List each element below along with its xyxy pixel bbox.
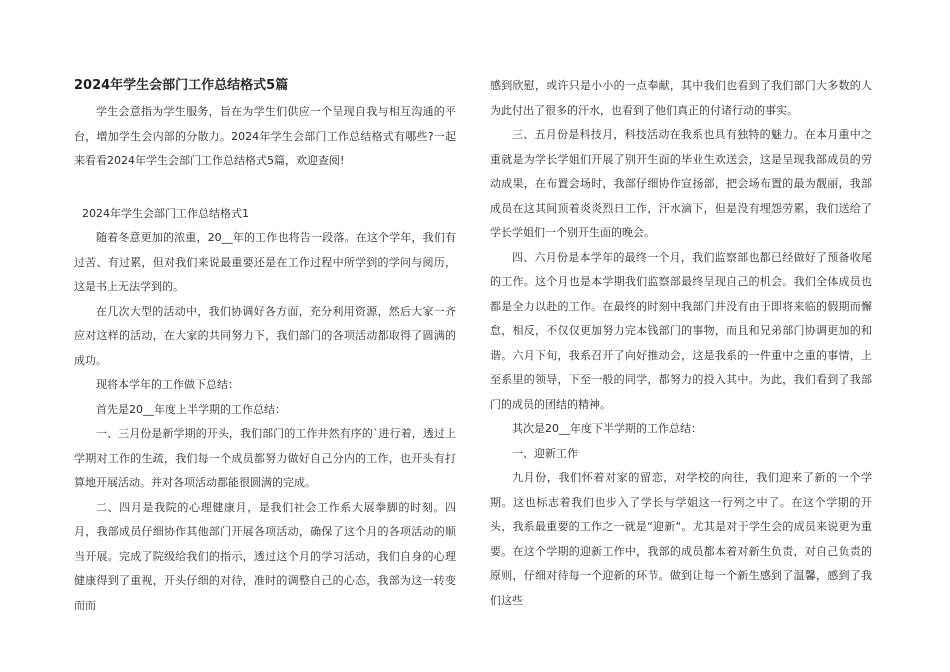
body-paragraph: 一、三月份是新学期的开头，我们部门的工作井然有序的`进行着，透过上学期对工作的生疏，我们每一个成员都努力做好自己分内的工作，也开头有打算地开展活动。并对各项活动都能很圆满的完成。 [74, 427, 456, 489]
body-paragraph: 首先是20__年度上半学期的工作总结： [96, 402, 286, 416]
body-paragraph: 一、迎新工作 [512, 446, 578, 460]
body-paragraph-continued: 感到欣慰，或许只是小小的一点奉献，其中我们也看到了我们部门大多数的人为此付出了很多的汗水，也看到了他们真正的付诸行动的事实。 [490, 79, 872, 117]
body-paragraph: 随着冬意更加的浓重，20__年的工作也将告一段落。在这个学年，我们有过苦、有过累，但对我们来说最重要还是在工作过程中所学到的学问与阅历，这是书上无法学到的。 [74, 231, 456, 293]
left-column [74, 74, 456, 618]
intro-paragraph: 学生会意指为学生服务，旨在为学生们供应一个呈现自我与相互沟通的平台，增加学生会内部的分散力。2024年学生会部门工作总结格式有哪些?一起来看看2024年学生会部门工作总结格式5篇，欢迎查阅! [74, 105, 456, 167]
document-title: 2024年学生会部门工作总结格式5篇 [74, 78, 289, 93]
right-column [490, 74, 872, 613]
section-heading: 2024年学生会部门工作总结格式1 [82, 206, 249, 220]
body-paragraph: 现将本学年的工作做下总结： [96, 378, 239, 391]
section-gap [74, 174, 456, 202]
body-paragraph: 二、四月是我院的心理健康月，是我们社会工作系大展拳脚的时刻。四月，我部成员仔细协作其他部门开展各项活动，确保了这个月的各项活动的顺当开展。完成了院级给我们的指示，透过这个月的学习活动，我们自身的心理健康得到了重视，开头仔细的对待，准时的调整自己的心态，我部为这一转变而而 [74, 500, 456, 612]
body-paragraph: 三、五月份是科技月，科技活动在我系也具有独特的魅力。在本月重中之重就是为学长学姐们开展了别开生面的毕业生欢送会，这是呈现我部成员的劳动成果，在布置会场时，我部仔细协作宣扬部，把会场布置的最为靓丽，我部成员在这其间顶着炎炎烈日工作，汗水滴下，但是没有埋怨劳累，我们送给了学长学姐们一个别开生面的晚会。 [490, 128, 872, 239]
body-paragraph: 九月份，我们怀着对家的留恋，对学校的向往，我们迎来了新的一个学期。这也标志着我们也步入了学长与学姐这一行列之中了。在这个学期的开头，我系最重要的工作之一就是“迎新“。尤其是对于学生会的成员来说更为重要。在这个学期的迎新工作中，我部的成员都本着对新生负责，对自己负责的原则，仔细对待每一个迎新的环节。做到让每一个新生感到了温馨，感到了我们这些 [490, 471, 872, 607]
body-paragraph: 在几次大型的活动中，我们协调好各方面，充分利用资源，然后大家一齐应对这样的活动，在大家的共同努力下，我们部门的各项活动都取得了圆满的成功。 [74, 304, 456, 367]
body-paragraph: 其次是20__年度下半学期的工作总结： [512, 422, 702, 435]
body-paragraph: 四、六月份是本学年的最终一个月，我们监察部也都已经做好了预备收尾的工作。这个月也是本学期我们监察部最终呈现自己的机会。我们全体成员也都是全力以赴的工作。在最终的时刻中我部门并没有由于即将来临的假期而懈怠，相反，不仅仅更加努力完本钱部门的事物，而且和兄弟部门协调更加的和谐。六月下旬，我系召开了向好推动会，这是我系的一件重中之重的事情，上至系里的领导，下至一般的同学，都努力的投入其中。为此，我们看到了我部门的成员的团结的精神。 [490, 250, 872, 411]
